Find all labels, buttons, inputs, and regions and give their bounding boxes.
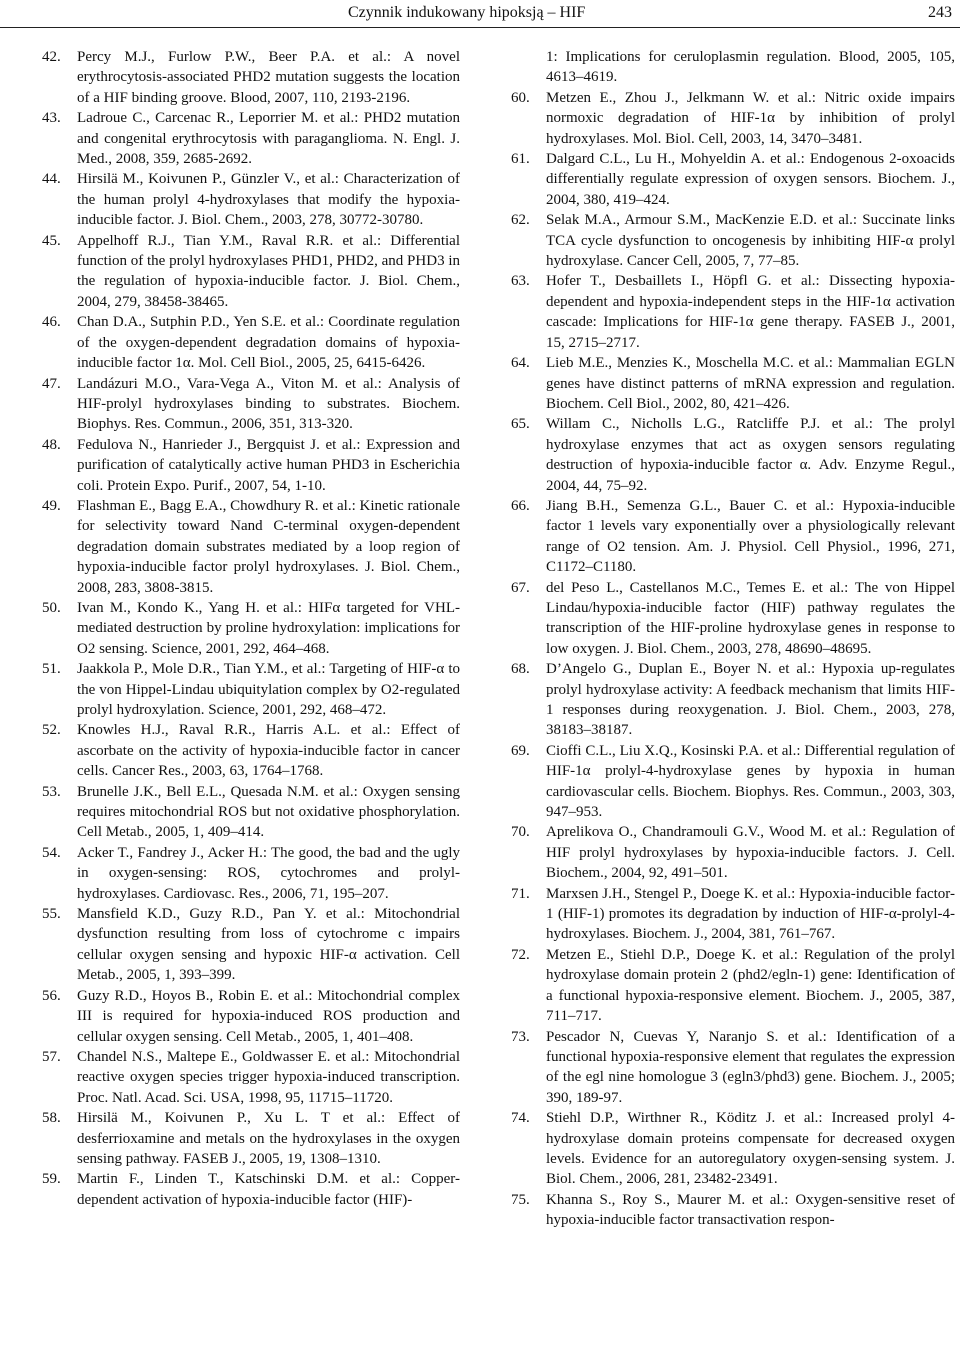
reference-text: Appelhoff R.J., Tian Y.M., Raval R.R. et al.: Differential function of the prolyl hydroxylases PHD1, PHD2, and PHD3 in the regulation of hypoxia-inducible factor. J. Biol. Chem., 2004, 279, 38458-38465. xyxy=(77,232,460,310)
reference-item xyxy=(42,312,460,373)
reference-number: 67. xyxy=(511,579,530,596)
reference-text: Fedulova N., Hanrieder J., Bergquist J. et al.: Expression and purification of catalytically active human PHD3 in Escherichia coli. Protein Expo. Purif., 2007, 54, 1-10. xyxy=(77,436,460,494)
reference-item xyxy=(42,598,460,659)
reference-number: 53. xyxy=(42,783,61,800)
reference-item xyxy=(42,231,460,313)
reference-item xyxy=(511,741,955,823)
reference-item xyxy=(511,1027,955,1109)
reference-text: Flashman E., Bagg E.A., Chowdhury R. et al.: Kinetic rationale for selectivity toward Nand C-terminal oxygen-dependent degradation domain substrates mediated by a loop region of hypoxia-inducible factor prolyl hydroxylases. J. Biol. Chem., 2008, 283, 3808-3815. xyxy=(77,497,460,596)
reference-number: 61. xyxy=(511,151,530,168)
reference-text: Jaakkola P., Mole D.R., Tian Y.M., et al.: Targeting of HIF-α to the von Hippel-Lindau ubiquitylation complex by O2-regulated prolyl hydroxylation. Science, 2001, 292, 468–472. xyxy=(77,661,460,718)
reference-number: 56. xyxy=(42,987,61,1004)
reference-text: Aprelikova O., Chandramouli G.V., Wood M. et al.: Regulation of HIF prolyl hydroxylases by hypoxia-inducible factors. J. Cell. Biochem., 2004, 92, 491–501. xyxy=(546,824,955,882)
reference-text: Chandel N.S., Maltepe E., Goldwasser E. et al.: Mitochondrial reactive oxygen species trigger hypoxia-induced transcription. Proc. Natl. Acad. Sci. USA, 1998, 95, 11715–11720. xyxy=(77,1048,460,1106)
reference-number: 63. xyxy=(511,273,530,290)
running-title: Czynnik indukowany hipoksją – HIF xyxy=(348,4,586,21)
reference-text: Hirsilä M., Koivunen P., Günzler V., et al.: Characterization of the human prolyl 4-hydroxylases that modify the hypoxia-inducible factor. J. Biol. Chem., 2003, 278, 30772-30780. xyxy=(77,171,460,229)
reference-number: 52. xyxy=(42,722,61,739)
reference-number: 73. xyxy=(511,1028,530,1045)
reference-text: Chan D.A., Sutphin P.D., Yen S.E. et al.: Coordinate regulation of the oxygen-dependent degradation domains of hypoxia-inducible factor 1α. Mol. Cell Biol., 2005, 25, 6415-6426. xyxy=(77,314,460,372)
reference-number: 48. xyxy=(42,436,61,453)
reference-text: Dalgard C.L., Lu H., Mohyeldin A. et al.: Endogenous 2-oxoacids differentially regulate expression of oxygen sensors. Biochem. J., 2004, 380, 419–424. xyxy=(546,151,955,208)
reference-number: 66. xyxy=(511,497,530,514)
reference-item xyxy=(511,822,955,883)
reference-item xyxy=(511,1190,955,1231)
reference-item xyxy=(42,1108,460,1169)
reference-item xyxy=(42,1169,460,1210)
reference-number: 64. xyxy=(511,355,530,372)
references-column-left xyxy=(42,47,460,1210)
reference-number: 59. xyxy=(42,1171,61,1188)
reference-number: 51. xyxy=(42,661,61,678)
reference-item xyxy=(42,374,460,435)
reference-number: 43. xyxy=(42,110,61,127)
running-header xyxy=(0,0,960,30)
reference-number: 60. xyxy=(511,89,530,106)
reference-number: 71. xyxy=(511,885,530,902)
reference-number: 57. xyxy=(42,1048,61,1065)
reference-text: del Peso L., Castellanos M.C., Temes E. et al.: The von Hippel Lindau/hypoxia-inducible factor (HIF) pathway regulates the transcription of the HIF-proline hydroxylase genes in response to low oxygen. J. Biol. Chem., 2003, 278, 48690–48695. xyxy=(546,579,955,657)
reference-item xyxy=(42,986,460,1047)
reference-number: 42. xyxy=(42,49,61,65)
reference-text: Guzy R.D., Hoyos B., Robin E. et al.: Mitochondrial complex III is required for hypoxia-induced ROS production and cellular oxygen sensing. Cell Metab., 2005, 1, 401–408. xyxy=(77,987,460,1045)
references-column-right xyxy=(511,47,955,1231)
reference-item xyxy=(511,271,955,353)
reference-text: Selak M.A., Armour S.M., MacKenzie E.D. et al.: Succinate links TCA cycle dysfunction to oncogenesis by inhibiting HIF-α prolyl hydroxylase. Cancer Cell, 2005, 7, 77–85. xyxy=(546,212,955,270)
reference-item xyxy=(511,414,955,496)
reference-text: Khanna S., Roy S., Maurer M. et al.: Oxygen-sensitive reset of hypoxia-inducible factor transactivation respon- xyxy=(546,1191,955,1229)
reference-item xyxy=(42,659,460,720)
reference-text: Jiang B.H., Semenza G.L., Bauer C. et al.: Hypoxia-inducible factor 1 levels vary exponentially over a physiologically relevant range of O2 tension. Am. J. Physiol. Cell Physiol., 1996, 271, C1172–C1180. xyxy=(546,497,955,576)
reference-text: Pescador N, Cuevas Y, Naranjo S. et al.: Identification of a functional hypoxia-responsive element that regulates the expression of the egl nine homologue 3 (egln3/phd3) gene. Biochem. J., 2005; 390, 189-97. xyxy=(546,1028,955,1106)
reference-number: 45. xyxy=(42,232,61,249)
reference-item xyxy=(42,169,460,230)
reference-number: 62. xyxy=(511,212,530,229)
reference-item xyxy=(511,47,955,88)
header-rule xyxy=(0,27,960,28)
reference-item xyxy=(42,496,460,598)
reference-item xyxy=(42,108,460,169)
reference-item xyxy=(42,435,460,496)
reference-text: D’Angelo G., Duplan E., Boyer N. et al.: Hypoxia up-regulates prolyl hydroxylase activity: A feedback mechanism that limits HIF-1 responses during reoxygenation. J. Biol. Chem., 2003, 278, 38183–38187. xyxy=(546,661,955,739)
reference-item xyxy=(511,353,955,414)
reference-text: Percy M.J., Furlow P.W., Beer P.A. et al.: A novel erythrocytosis-associated PHD2 mutation suggests the location of a HIF binding groove. Blood, 2007, 110, 2193-2196. xyxy=(77,49,460,106)
reference-item xyxy=(42,47,460,108)
reference-number: 72. xyxy=(511,946,530,963)
reference-number: 55. xyxy=(42,906,61,923)
reference-text: Marxsen J.H., Stengel P., Doege K. et al.: Hypoxia-inducible factor-1 (HIF-1) promotes its degradation by induction of HIF-α-prolyl-4-hydroxylases. Biochem. J., 2004, 381, 761–767. xyxy=(546,885,955,943)
reference-number: 50. xyxy=(42,599,61,616)
reference-text: Martin F., Linden T., Katschinski D.M. et al.: Copper-dependent activation of hypoxia-inducible factor (HIF)- xyxy=(77,1171,460,1208)
reference-number: 70. xyxy=(511,824,530,841)
reference-number: 69. xyxy=(511,742,530,759)
reference-item xyxy=(42,782,460,843)
reference-item xyxy=(42,904,460,986)
reference-item xyxy=(511,88,955,149)
reference-number: 46. xyxy=(42,314,61,331)
reference-item xyxy=(511,945,955,1027)
reference-item xyxy=(511,496,955,578)
reference-text: Stiehl D.P., Wirthner R., Köditz J. et al.: Increased prolyl 4-hydroxylase domain proteins compensate for decreased oxygen levels. Evidence for an autoregulatory oxygen-sensing system. J. Biol. Chem., 2006, 281, 23482-23491. xyxy=(546,1110,955,1188)
reference-item xyxy=(42,843,460,904)
reference-text: Mansfield K.D., Guzy R.D., Pan Y. et al.: Mitochondrial dysfunction resulting from loss of cytochrome c impairs cellular oxygen sensing and hypoxic HIF-α activation. Cell Metab., 2005, 1, 393–399. xyxy=(77,906,460,984)
reference-text: Cioffi C.L., Liu X.Q., Kosinski P.A. et al.: Differential regulation of HIF-1α prolyl-4-hydroxylase genes by hypoxia in human cardiovascular cells. Biochem. Biophys. Res. Commun., 2003, 303, 947–953. xyxy=(546,742,955,821)
reference-item xyxy=(511,149,955,210)
reference-number: 74. xyxy=(511,1110,530,1127)
reference-text: Willam C., Nicholls L.G., Ratcliffe P.J. et al.: The prolyl hydroxylase enzymes that act as oxygen sensors regulating destruction of hypoxia-inducible factor α. Adv. Enzyme Regul., 2004, 44, 75–92. xyxy=(546,416,955,494)
reference-number: 65. xyxy=(511,416,530,433)
reference-text: Metzen E., Zhou J., Jelkmann W. et al.: Nitric oxide impairs normoxic degradation of HIF-1α by inhibition of prolyl hydroxylases. Mol. Biol. Cell, 2003, 14, 3470–3481. xyxy=(546,89,955,147)
reference-item xyxy=(511,210,955,271)
reference-item xyxy=(42,720,460,781)
reference-number: 47. xyxy=(42,375,61,392)
reference-item xyxy=(511,659,955,741)
reference-text: Ladroue C., Carcenac R., Leporrier M. et al.: PHD2 mutation and congenital erythrocytosis with paraganglioma. N. Engl. J. Med., 2008, 359, 2685-2692. xyxy=(77,110,460,168)
reference-text: Metzen E., Stiehl D.P., Doege K. et al.: Regulation of the prolyl hydroxylase domain protein 2 (phd2/egln-1) gene: Identification of a functional hypoxia-responsive element. Biochem. J., 2005, 387, 711–717. xyxy=(546,946,955,1025)
reference-item xyxy=(511,1108,955,1190)
reference-text: Acker T., Fandrey J., Acker H.: The good, the bad and the ugly in oxygen-sensing: ROS, cytochromes and prolyl-hydroxylases. Cardiovasc. Res., 2006, 71, 195–207. xyxy=(77,844,460,902)
reference-text: 1: Implications for ceruloplasmin regulation. Blood, 2005, 105, 4613–4619. xyxy=(546,49,955,86)
reference-text: Brunelle J.K., Bell E.L., Quesada N.M. et al.: Oxygen sensing requires mitochondrial ROS but not oxidative phosphorylation. Cell Metab., 2005, 1, 409–414. xyxy=(77,783,460,841)
reference-item xyxy=(42,1047,460,1108)
reference-text: Ivan M., Kondo K., Yang H. et al.: HIFα targeted for VHL-mediated destruction by proline hydroxylation: implications for O2 sensing. Science, 2001, 292, 464–468. xyxy=(77,599,460,657)
reference-item xyxy=(511,578,955,660)
page-number: 243 xyxy=(928,4,952,21)
reference-number: 54. xyxy=(42,844,61,861)
reference-number: 58. xyxy=(42,1110,61,1127)
reference-text: Lieb M.E., Menzies K., Moschella M.C. et al.: Mammalian EGLN genes have distinct patterns of mRNA expression and regulation. Biochem. Cell Biol., 2002, 80, 421–426. xyxy=(546,355,955,412)
reference-text: Hofer T., Desbaillets I., Höpfl G. et al.: Dissecting hypoxia-dependent and hypoxia-independent steps in the HIF-1α activation cascade: Implications for HIF-1α gene therapy. FASEB J., 2001, 15, 2715–2717. xyxy=(546,273,955,351)
reference-number: 68. xyxy=(511,661,530,678)
reference-text: Landázuri M.O., Vara-Vega A., Viton M. et al.: Analysis of HIF-prolyl hydroxylases binding to substrates. Biochem. Biophys. Res. Commun., 2006, 351, 313-320. xyxy=(77,375,460,433)
reference-text: Knowles H.J., Raval R.R., Harris A.L. et al.: Effect of ascorbate on the activity of hypoxia-inducible factor in cancer cells. Cancer Res., 2003, 63, 1764–1768. xyxy=(77,722,460,780)
reference-number: 75. xyxy=(511,1191,530,1208)
reference-number: 49. xyxy=(42,497,61,514)
reference-text: Hirsilä M., Koivunen P., Xu L. T et al.: Effect of desferrioxamine and metals on the hydroxylases in the oxygen sensing pathway. FASEB J., 2005, 19, 1308–1310. xyxy=(77,1110,460,1167)
reference-item xyxy=(511,884,955,945)
reference-number: 44. xyxy=(42,171,61,188)
